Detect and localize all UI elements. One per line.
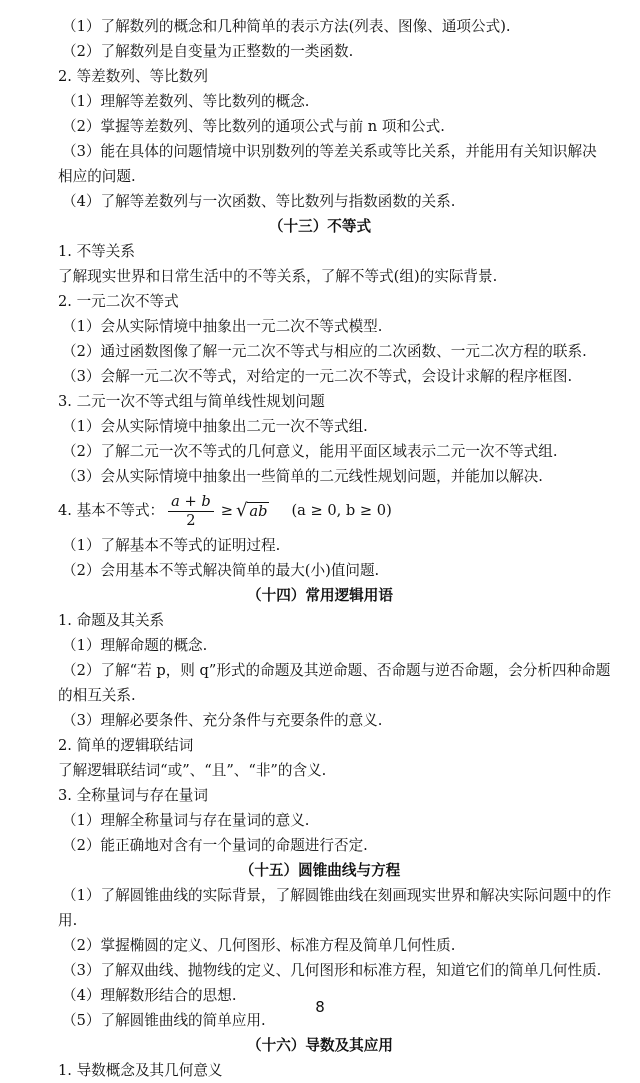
section-sequences-tail xyxy=(0,14,640,214)
text-line: （1）了解基本不等式的证明过程. xyxy=(62,537,281,554)
text-line: 的相互关系. xyxy=(58,687,136,704)
text-line: （2）了解二元一次不等式的几何意义，能用平面区域表示二元一次不等式组. xyxy=(62,443,558,460)
text-line: 2. 等差数列、等比数列 xyxy=(58,68,208,85)
square-root xyxy=(236,501,270,521)
fraction xyxy=(168,493,214,530)
section-heading-derivatives: （十六）导数及其应用 xyxy=(247,1037,393,1054)
text-line: （3）能在具体的问题情境中识别数列的等差关系或等比关系，并能用有关知识解决 xyxy=(62,143,597,160)
section-basic-inequality xyxy=(0,533,640,583)
text-line: （2）掌握等差数列、等比数列的通项公式与前 n 项和公式. xyxy=(62,118,445,135)
text-line: （3）理解必要条件、充分条件与充要条件的意义. xyxy=(62,712,383,729)
radical-sign: √ xyxy=(235,500,248,521)
text-line: （3）了解双曲线、抛物线的定义、几何图形和标准方程，知道它们的简单几何性质. xyxy=(62,962,602,979)
text-line: （1）理解命题的概念. xyxy=(62,637,208,654)
section-logic xyxy=(0,608,640,858)
text-line: 3. 全称量词与存在量词 xyxy=(58,787,208,804)
page-number: 8 xyxy=(315,998,325,1016)
text-line: （2）能正确地对含有一个量词的命题进行否定. xyxy=(62,837,368,854)
fraction-denominator: 2 xyxy=(186,511,196,529)
text-line: （2）掌握椭圆的定义、几何图形、标准方程及简单几何性质. xyxy=(62,937,456,954)
basic-inequality-formula xyxy=(0,489,640,533)
text-line: （1）了解圆锥曲线的实际背景，了解圆锥曲线在刻画现实世界和解决实际问题中的作 xyxy=(62,887,612,904)
text-line: （3）会解一元二次不等式，对给定的一元二次不等式，会设计求解的程序框图. xyxy=(62,368,573,385)
text-line: 1. 不等关系 xyxy=(58,243,135,260)
text-line: （2）通过函数图像了解一元二次不等式与相应的二次函数、一元二次方程的联系. xyxy=(62,343,587,360)
text-line: （2）会用基本不等式解决简单的最大(小)值问题. xyxy=(62,562,380,579)
text-line: 用. xyxy=(58,912,78,929)
text-line: 了解现实世界和日常生活中的不等关系，了解不等式(组)的实际背景. xyxy=(58,268,498,285)
text-line: 1. 导数概念及其几何意义 xyxy=(58,1062,223,1079)
text-line: （1）理解全称量词与存在量词的意义. xyxy=(62,812,310,829)
text-line: 1. 命题及其关系 xyxy=(58,612,165,629)
section-heading-logic: （十四）常用逻辑用语 xyxy=(247,587,393,604)
text-line: （1）会从实际情境中抽象出一元二次不等式模型. xyxy=(62,318,383,335)
formula-label: 4. 基本不等式： xyxy=(58,502,165,519)
text-line: （1）了解数列的概念和几种简单的表示方法(列表、图像、通项公式). xyxy=(62,18,511,35)
text-line: 了解逻辑联结词“或”、“且”、“非”的含义. xyxy=(58,762,327,779)
text-line: （1）理解等差数列、等比数列的概念. xyxy=(62,93,310,110)
text-line: （3）会从实际情境中抽象出一些简单的二元线性规划问题，并能加以解决. xyxy=(62,468,543,485)
radicand: ab xyxy=(249,503,268,520)
text-line: 2. 简单的逻辑联结词 xyxy=(58,737,194,754)
text-line: （5）了解圆锥曲线的简单应用. xyxy=(62,1012,266,1029)
geq-sign: ≥ xyxy=(220,502,233,519)
fraction-numerator: a + b xyxy=(168,493,214,512)
text-line: （4）理解数形结合的思想. xyxy=(62,987,237,1004)
section-derivatives xyxy=(0,1058,640,1083)
text-line: （2）了解数列是自变量为正整数的一类函数. xyxy=(62,43,354,60)
text-line: （4）了解等差数列与一次函数、等比数列与指数函数的关系. xyxy=(62,193,456,210)
text-line: 3. 二元一次不等式组与简单线性规划问题 xyxy=(58,393,325,410)
text-line: （1）会从实际情境中抽象出二元一次不等式组. xyxy=(62,418,368,435)
section-heading-inequalities: （十三）不等式 xyxy=(268,218,372,235)
formula-condition: (a ≥ 0, b ≥ 0) xyxy=(291,502,392,519)
text-line: 2. 一元二次不等式 xyxy=(58,293,179,310)
text-line: 相应的问题. xyxy=(58,168,136,185)
section-heading-conics: （十五）圆锥曲线与方程 xyxy=(239,862,401,879)
text-line: （2）了解“若 p，则 q”形式的命题及其逆命题、否命题与逆否命题，会分析四种命题 xyxy=(62,662,611,679)
section-inequalities xyxy=(0,239,640,489)
